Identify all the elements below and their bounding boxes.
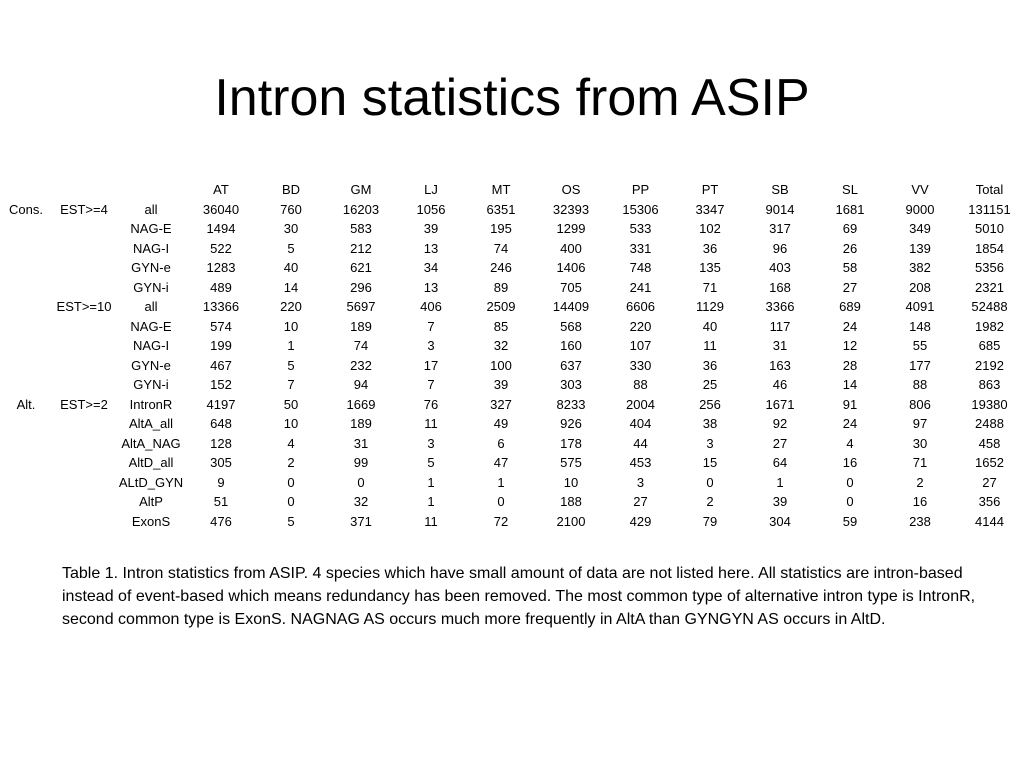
table-cell: 55 — [912, 338, 928, 354]
table-cell: 1854 — [975, 240, 1004, 256]
table-cell: 36 — [702, 357, 718, 373]
table-cell: 1494 — [206, 221, 236, 237]
table-cell: 11 — [424, 416, 438, 432]
table-cell: 178 — [560, 435, 582, 451]
table-cell: 58 — [842, 260, 858, 276]
table-cell: 72 — [493, 513, 509, 529]
table-cell: 15 — [702, 455, 718, 471]
table-cell: 296 — [350, 279, 372, 295]
table-cell: 25 — [702, 377, 718, 393]
table-cell: 195 — [490, 221, 512, 237]
slide-title: Intron statistics from ASIP — [214, 69, 810, 127]
table-cell: 304 — [769, 513, 791, 529]
table-cell: 2004 — [626, 396, 655, 412]
table-cell: 10 — [563, 474, 579, 490]
table-cell: 406 — [420, 299, 442, 315]
table-cell: 0 — [706, 474, 714, 490]
table-cell: 177 — [909, 357, 931, 373]
table-cell: 24 — [842, 318, 858, 334]
table-cell: 27 — [982, 474, 997, 490]
row-group-label — [0, 336, 52, 356]
row-group-label — [0, 219, 52, 239]
row-type-label: ALtD_GYN — [118, 474, 184, 490]
row-est-label: EST>=10 — [56, 299, 112, 315]
table-cell: 1681 — [835, 201, 865, 217]
table-cell: 199 — [210, 338, 232, 354]
table-cell: 11 — [703, 338, 717, 354]
table-cell: 131151 — [968, 201, 1011, 217]
row-est-label — [52, 512, 116, 532]
column-header-gm: GM — [350, 182, 372, 198]
table-cell: 2321 — [975, 279, 1004, 295]
table-cell: 9 — [217, 474, 225, 490]
table-caption: Table 1. Intron statistics from ASIP. 4 species which have small amount of data are not listed here. All statistics are intron-based instead of event-based which means redundancy has been removed. The most common type of alternative intron type is IntronR, second common type is ExonS. NAGNAG AS occurs much more frequently in AltA than GYNGYN AS occurs in AltD. — [62, 565, 976, 628]
table-cell: 9014 — [765, 201, 795, 217]
table-cell: 575 — [560, 455, 582, 471]
table-cell: 246 — [490, 260, 512, 276]
table-cell: 429 — [629, 513, 652, 529]
column-header-pp: PP — [631, 182, 650, 198]
row-group-label: Alt. — [16, 396, 36, 412]
table-cell: 637 — [560, 357, 582, 373]
table-row — [0, 395, 1024, 415]
row-group-label: Cons. — [9, 201, 43, 217]
table-cell: 74 — [493, 240, 509, 256]
table-cell: 3 — [427, 338, 435, 354]
row-group-label — [0, 453, 52, 473]
table-cell: 2 — [916, 474, 924, 490]
row-group-label — [0, 492, 52, 512]
table-cell: 189 — [350, 416, 372, 432]
table-cell: 49 — [493, 416, 509, 432]
table-cell: 1669 — [346, 396, 376, 412]
row-est-label — [52, 414, 116, 434]
table-cell: 371 — [350, 513, 372, 529]
table-cell: 163 — [769, 357, 791, 373]
row-est-label — [52, 336, 116, 356]
row-type-label: AltP — [139, 494, 163, 510]
table-row — [0, 512, 1024, 532]
column-header-bd: BD — [281, 182, 301, 198]
column-header-sb: SB — [771, 182, 789, 198]
table-cell: 689 — [839, 299, 861, 315]
table-cell: 760 — [280, 201, 302, 217]
table-cell: 458 — [978, 435, 1001, 451]
header-row — [0, 180, 1024, 200]
table-cell: 10 — [283, 416, 299, 432]
table-cell: 327 — [490, 396, 512, 412]
header-blank — [0, 180, 52, 200]
row-est-label — [52, 375, 116, 395]
table-cell: 349 — [909, 221, 931, 237]
table-row — [0, 317, 1024, 337]
table-cell: 47 — [493, 455, 509, 471]
row-est-label — [52, 258, 116, 278]
row-group-label — [0, 434, 52, 454]
row-type-label: GYN-i — [133, 377, 169, 393]
table-row — [0, 356, 1024, 376]
table-cell: 28 — [842, 357, 858, 373]
table-row — [0, 239, 1024, 259]
row-est-label: EST>=4 — [60, 201, 108, 217]
table-cell: 317 — [769, 221, 791, 237]
row-type-label: NAG-I — [132, 338, 170, 354]
table-cell: 453 — [629, 455, 652, 471]
table-cell: 97 — [912, 416, 928, 432]
table-cell: 404 — [629, 416, 652, 432]
table-cell: 46 — [772, 377, 788, 393]
table-cell: 30 — [912, 435, 928, 451]
row-type-label: NAG-I — [132, 240, 170, 256]
table-cell: 305 — [210, 455, 232, 471]
row-type-label: AltD_all — [128, 455, 174, 471]
table-cell: 382 — [909, 260, 931, 276]
table-cell: 17 — [423, 357, 439, 373]
column-header-lj: LJ — [424, 182, 438, 198]
table-cell: 94 — [353, 377, 369, 393]
table-cell: 0 — [287, 494, 295, 510]
table-cell: 522 — [210, 240, 232, 256]
table-cell: 100 — [490, 357, 512, 373]
table-cell: 71 — [912, 455, 928, 471]
table-cell: 160 — [560, 338, 582, 354]
table-cell: 212 — [350, 240, 372, 256]
table-cell: 13 — [423, 240, 439, 256]
column-header-mt: MT — [491, 182, 511, 198]
table-cell: 238 — [909, 513, 931, 529]
table-cell: 135 — [699, 260, 721, 276]
table-cell: 926 — [560, 416, 582, 432]
table-cell: 44 — [633, 435, 648, 451]
row-est-label — [52, 219, 116, 239]
table-cell: 64 — [772, 455, 788, 471]
table-cell: 1406 — [556, 260, 586, 276]
table-cell: 4197 — [206, 396, 236, 412]
table-cell: 31 — [772, 338, 788, 354]
table-cell: 32 — [493, 338, 509, 354]
table-cell: 13366 — [202, 299, 240, 315]
table-cell: 5 — [287, 357, 295, 373]
row-est-label: EST>=2 — [60, 396, 108, 412]
row-type-label: GYN-e — [131, 357, 171, 373]
table-cell: 32393 — [552, 201, 590, 217]
table-cell: 16 — [842, 455, 858, 471]
row-group-label — [0, 317, 52, 337]
table-row — [0, 258, 1024, 278]
table-cell: 6351 — [486, 201, 516, 217]
table-cell: 16203 — [342, 201, 380, 217]
table-row — [0, 492, 1024, 512]
table-cell: 3 — [706, 435, 714, 451]
table-cell: 40 — [283, 260, 299, 276]
table-cell: 4 — [287, 435, 295, 451]
table-cell: 32 — [353, 494, 369, 510]
table-cell: 5 — [427, 455, 435, 471]
table-cell: 14 — [283, 279, 299, 295]
row-type-label: AltA_NAG — [121, 435, 181, 451]
table-row — [0, 375, 1024, 395]
table-cell: 4144 — [975, 513, 1004, 529]
table-cell: 24 — [842, 416, 858, 432]
table-row — [0, 278, 1024, 298]
table-cell: 7 — [427, 377, 435, 393]
row-est-label — [52, 473, 116, 493]
table-cell: 59 — [842, 513, 858, 529]
table-cell: 6 — [497, 435, 505, 451]
table-cell: 5 — [287, 513, 295, 529]
row-type-label: NAG-E — [130, 318, 172, 334]
table-cell: 39 — [423, 221, 439, 237]
table-cell: 30 — [283, 221, 299, 237]
table-cell: 5 — [287, 240, 295, 256]
table-cell: 220 — [280, 299, 302, 315]
table-cell: 1 — [497, 474, 505, 490]
table-cell: 52488 — [971, 299, 1008, 315]
table-cell: 19380 — [971, 396, 1008, 412]
row-group-label — [0, 258, 52, 278]
intron-stats-table — [0, 180, 1024, 531]
table-cell: 220 — [629, 318, 652, 334]
table-cell: 139 — [909, 240, 931, 256]
table-cell: 2 — [706, 494, 714, 510]
table-cell: 3366 — [765, 299, 795, 315]
row-type-label: AltA_all — [128, 416, 174, 432]
table-cell: 232 — [350, 357, 372, 373]
column-header-pt: PT — [701, 182, 719, 198]
table-cell: 2192 — [975, 357, 1004, 373]
table-cell: 2488 — [975, 416, 1004, 432]
table-cell: 256 — [699, 396, 721, 412]
table-cell: 0 — [287, 474, 295, 490]
table-cell: 533 — [629, 221, 652, 237]
table-cell: 685 — [978, 338, 1001, 354]
table-row — [0, 414, 1024, 434]
table-cell: 0 — [497, 494, 505, 510]
row-est-label — [52, 356, 116, 376]
table-cell: 476 — [210, 513, 232, 529]
table-cell: 96 — [772, 240, 788, 256]
table-cell: 38 — [702, 416, 718, 432]
table-row — [0, 453, 1024, 473]
row-est-label — [52, 317, 116, 337]
table-cell: 152 — [210, 377, 232, 393]
table-cell: 705 — [560, 279, 582, 295]
table-cell: 27 — [772, 435, 788, 451]
table-cell: 1652 — [975, 455, 1004, 471]
table-cell: 241 — [629, 279, 652, 295]
row-type-label: all — [144, 299, 158, 315]
table-row — [0, 473, 1024, 493]
table-cell: 2509 — [486, 299, 516, 315]
table-cell: 1 — [427, 494, 435, 510]
table-cell: 89 — [493, 279, 509, 295]
header-blank — [116, 180, 186, 200]
table-cell: 5697 — [346, 299, 376, 315]
table-cell: 27 — [633, 494, 648, 510]
row-group-label — [0, 356, 52, 376]
table-cell: 331 — [629, 240, 652, 256]
header-blank — [52, 180, 116, 200]
table-cell: 148 — [909, 318, 931, 334]
table-cell: 1 — [427, 474, 435, 490]
table-cell: 5356 — [975, 260, 1004, 276]
table-cell: 40 — [702, 318, 718, 334]
table-row — [0, 200, 1024, 220]
table-cell: 3 — [636, 474, 645, 490]
column-header-vv: VV — [911, 182, 929, 198]
table-cell: 69 — [842, 221, 858, 237]
table-cell: 39 — [772, 494, 788, 510]
table-cell: 863 — [978, 377, 1001, 393]
table-cell: 188 — [560, 494, 582, 510]
row-est-label — [52, 239, 116, 259]
row-est-label — [52, 453, 116, 473]
table-cell: 14 — [842, 377, 858, 393]
table-cell: 489 — [210, 279, 232, 295]
row-type-label: all — [144, 201, 158, 217]
table-cell: 467 — [210, 357, 232, 373]
table-cell: 648 — [210, 416, 232, 432]
table-row — [0, 434, 1024, 454]
table-cell: 0 — [846, 474, 854, 490]
table-cell: 39 — [493, 377, 509, 393]
table-cell: 1 — [287, 338, 295, 354]
table-cell: 1982 — [975, 318, 1004, 334]
table-cell: 403 — [769, 260, 791, 276]
table-cell: 7 — [287, 377, 295, 393]
row-type-label: GYN-i — [133, 279, 169, 295]
row-type-label: IntronR — [129, 396, 173, 412]
table-cell: 6606 — [626, 299, 655, 315]
table-cell: 36 — [702, 240, 718, 256]
row-group-label — [0, 512, 52, 532]
table-cell: 102 — [699, 221, 721, 237]
table-cell: 34 — [423, 260, 439, 276]
row-type-label: ExonS — [131, 513, 171, 529]
table-cell: 1671 — [765, 396, 795, 412]
row-group-label — [0, 473, 52, 493]
table-cell: 11 — [424, 513, 438, 529]
table-cell: 2100 — [556, 513, 586, 529]
row-est-label — [52, 434, 116, 454]
column-header-sl: SL — [842, 182, 858, 198]
row-group-label — [0, 278, 52, 298]
table-cell: 15306 — [622, 201, 659, 217]
table-row — [0, 219, 1024, 239]
table-cell: 189 — [350, 318, 372, 334]
table-cell: 26 — [842, 240, 858, 256]
row-type-label: GYN-e — [131, 260, 171, 276]
row-type-label: NAG-E — [130, 221, 172, 237]
table-cell: 208 — [909, 279, 931, 295]
table-cell: 50 — [283, 396, 299, 412]
table-cell: 2 — [287, 455, 295, 471]
table-cell: 88 — [912, 377, 928, 393]
table-row — [0, 336, 1024, 356]
table-cell: 400 — [560, 240, 582, 256]
table-cell: 1129 — [696, 299, 724, 315]
table-cell: 36040 — [202, 201, 240, 217]
table-cell: 3 — [427, 435, 435, 451]
row-group-label — [0, 375, 52, 395]
table-cell: 8233 — [556, 396, 586, 412]
table-cell: 10 — [283, 318, 299, 334]
table-cell: 9000 — [905, 201, 935, 217]
row-group-label — [0, 239, 52, 259]
table-cell: 1283 — [206, 260, 236, 276]
table-cell: 4091 — [905, 299, 935, 315]
table-cell: 12 — [842, 338, 858, 354]
table-row — [0, 297, 1024, 317]
table-cell: 76 — [423, 396, 439, 412]
table-cell: 0 — [357, 474, 365, 490]
table-cell: 168 — [769, 279, 791, 295]
table-cell: 117 — [769, 318, 791, 334]
table-cell: 1 — [776, 474, 784, 490]
table-cell: 3347 — [695, 201, 725, 217]
table-cell: 583 — [350, 221, 372, 237]
table-cell: 0 — [846, 494, 854, 510]
table-cell: 621 — [350, 260, 372, 276]
table-cell: 1299 — [556, 221, 586, 237]
table-cell: 107 — [629, 338, 652, 354]
table-cell: 13 — [423, 279, 439, 295]
table-body — [0, 200, 1024, 532]
table-cell: 74 — [353, 338, 369, 354]
table-cell: 99 — [353, 455, 369, 471]
table-cell: 31 — [353, 435, 369, 451]
table-cell: 71 — [702, 279, 718, 295]
table-cell: 88 — [633, 377, 648, 393]
table-header — [0, 180, 1024, 200]
table-cell: 748 — [629, 260, 652, 276]
table-cell: 128 — [210, 435, 232, 451]
table-cell: 806 — [909, 396, 931, 412]
table-cell: 4 — [846, 435, 854, 451]
table-cell: 568 — [560, 318, 582, 334]
table-cell: 574 — [210, 318, 232, 334]
table-cell: 92 — [772, 416, 788, 432]
row-est-label — [52, 492, 116, 512]
column-header-at: AT — [213, 182, 229, 198]
table-cell: 85 — [493, 318, 509, 334]
row-group-label — [0, 297, 52, 317]
row-group-label — [0, 414, 52, 434]
table-cell: 14409 — [552, 299, 590, 315]
table-cell: 356 — [978, 494, 1001, 510]
table-cell: 91 — [842, 396, 858, 412]
table-cell: 16 — [912, 494, 928, 510]
table-cell: 5010 — [975, 221, 1004, 237]
column-header-os: OS — [561, 182, 581, 198]
table-cell: 7 — [427, 318, 435, 334]
table-cell: 27 — [842, 279, 858, 295]
table-cell: 51 — [213, 494, 229, 510]
row-est-label — [52, 278, 116, 298]
table-cell: 303 — [560, 377, 582, 393]
table-cell: 79 — [702, 513, 718, 529]
table-cell: 330 — [629, 357, 652, 373]
column-header-total: Total — [975, 182, 1004, 198]
table-cell: 1056 — [416, 201, 446, 217]
